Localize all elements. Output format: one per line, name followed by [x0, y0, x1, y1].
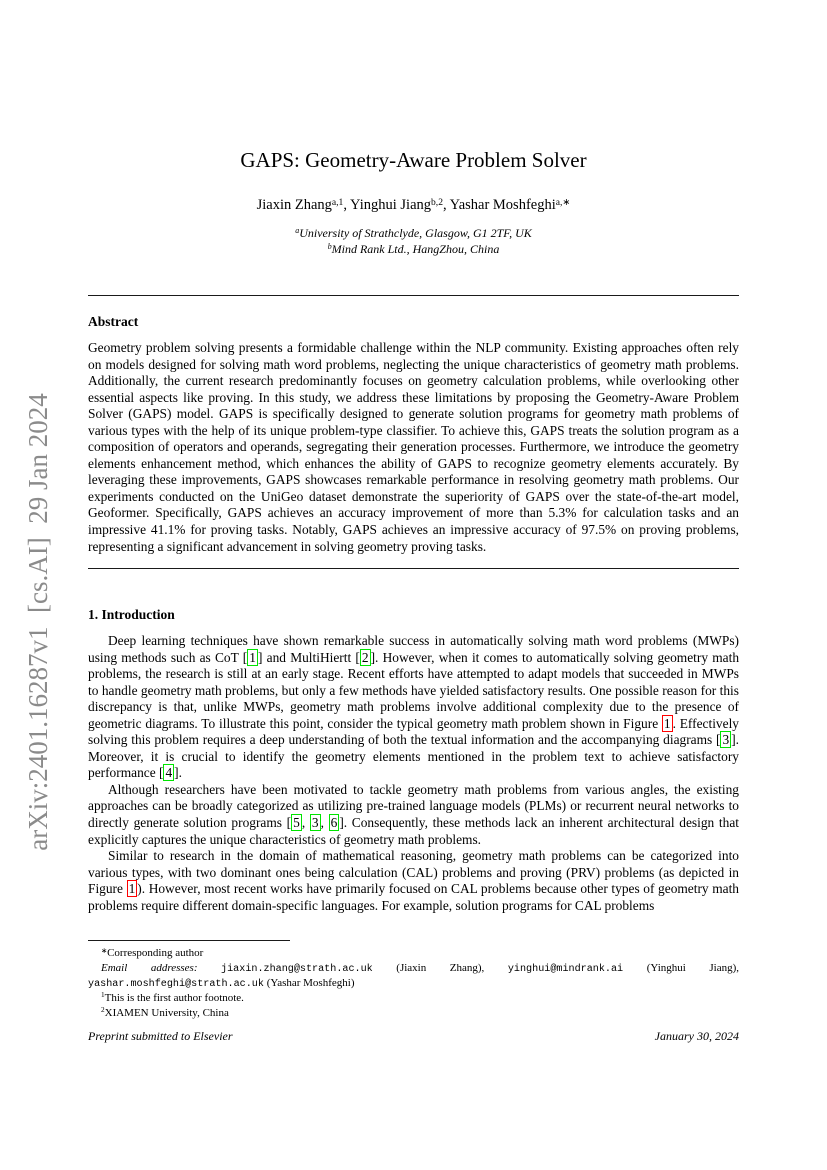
text-run: Corresponding author — [107, 947, 204, 959]
email-link[interactable]: yinghui@mindrank.ai — [507, 963, 624, 975]
figure-ref-link[interactable]: 1 — [128, 881, 136, 897]
text-run: . Effectively solving this problem requires a deep understanding of both the textual information and the accompanying diagrams [ — [88, 715, 739, 748]
abstract-top-divider — [88, 295, 739, 296]
text-run: Similar to research in the domain of mathematical reasoning, geometry math problems can be categorized into various types, with two dominant ones being calculation (CAL) problems and proving (PRV) problems (as depicted in Figure — [88, 848, 739, 897]
email-link[interactable]: yashar.moshfeghi@strath.ac.uk — [88, 978, 264, 990]
superscript-marker: a,∗ — [555, 196, 571, 208]
text-run: ]. — [174, 765, 182, 781]
text-run: XIAMEN University, China — [104, 1006, 229, 1019]
citation-link[interactable]: 3 — [311, 815, 319, 831]
text-run: (Yinghui Jiang), — [623, 961, 740, 974]
superscript-marker: 2 — [101, 1006, 105, 1015]
superscript-marker: a — [295, 226, 300, 236]
superscript-marker: a,1 — [331, 196, 344, 208]
text-run: , Yashar Moshfeghi — [442, 197, 556, 213]
affiliations-block — [88, 226, 739, 258]
text-run: (Jiaxin Zhang), — [372, 961, 508, 974]
text-run: ]. Moreover, it is crucial to identify the geometry elements mentioned in the problem text to achieve satisfactory performance [ — [88, 732, 739, 781]
arxiv-watermark: arXiv:2401.16287v1 [cs.AI] 29 Jan 2024 — [23, 393, 53, 851]
footnote-first-author — [88, 992, 739, 1007]
text-run: , Yinghui Jiang — [343, 197, 432, 213]
text-run: ). However, most recent works have primarily focused on CAL problems because other types of geometry math problems require different domain-specific languages. For example, solution programs for CAL problems — [88, 881, 740, 913]
text-run: This is the first author footnote. — [104, 991, 244, 1004]
intro-paragraph-3 — [88, 848, 739, 914]
introduction-body — [88, 633, 739, 914]
superscript-marker: b — [327, 242, 332, 252]
citation-link[interactable]: 4 — [165, 765, 173, 781]
text-run: ] and MultiHiertt [ — [257, 649, 360, 665]
footnote-divider — [88, 940, 290, 941]
text-run: Mind Rank Ltd., HangZhou, China — [331, 242, 500, 256]
submission-date: January 30, 2024 — [654, 1029, 739, 1043]
footnotes-block — [88, 947, 739, 1022]
affiliation-strathclyde — [88, 226, 739, 242]
page-footer — [88, 1029, 739, 1044]
figure-ref-link[interactable]: 1 — [663, 715, 671, 731]
page-title: GAPS: Geometry-Aware Problem Solver — [240, 148, 587, 172]
text-run: , — [320, 815, 329, 831]
intro-paragraph-1 — [88, 633, 739, 782]
citation-link[interactable]: 6 — [330, 815, 338, 831]
citation-link[interactable]: 5 — [293, 815, 300, 831]
footnote-corresponding-author — [88, 947, 739, 962]
abstract-heading: Abstract — [88, 314, 139, 329]
citation-link[interactable]: 2 — [361, 649, 369, 665]
text-run: Deep learning techniques have shown remarkable success in automatically solving math word problems (MWPs) using methods such as CoT [ — [88, 633, 739, 665]
affiliation-mindrank — [88, 242, 739, 258]
text-run: Jiaxin Zhang — [256, 197, 332, 213]
section-heading-introduction: 1. Introduction — [88, 607, 175, 622]
citation-link[interactable]: 1 — [249, 649, 256, 665]
italic-text: Email addresses: — [101, 961, 222, 974]
abstract-text: Geometry problem solving presents a formidable challenge within the NLP community. Existing approaches often rely on models designed for solving math word problems, neglecting the unique characteristics of geometry math problems. Additionally, the current research predominantly focuses on geometry calculation problems, while overlooking other essential aspects like proving. In this study, we address these limitations by proposing the Geometry-Aware Problem Solver (GAPS) model. GAPS is specifically designed to generate solution programs for geometry math problems of various types with the help of its unique problem-type classifier. To achieve this, GAPS treats the solution program as a composition of operators and operands, segregating their generation processes. Furthermore, we introduce the geometry elements enhancement method, which enhances the ability of GAPS to recognize geometry elements accurately. By leveraging these improvements, GAPS showcases remarkable performance in resolving geometry math problems. Our experiments conducted on the UniGeo dataset demonstrate the superiority of GAPS over the state-of-the-art model, Geoformer. Specifically, GAPS achieves an accuracy improvement of more than 5.3% for calculation tasks and an impressive 41.1% for proving tasks. Notably, GAPS achieves an impressive accuracy of 97.5% on proving problems, representing a significant advancement in solving geometry proving tasks. — [88, 340, 739, 554]
text-run: ]. Consequently, these methods lack an inherent architectural design that explicitly captures the unique characteristics of geometry math problems. — [88, 815, 739, 847]
superscript-marker: ∗ — [101, 946, 108, 955]
footnote-emails — [88, 962, 739, 992]
superscript-marker: 1 — [101, 991, 105, 1000]
authors-line — [88, 197, 739, 214]
text-run: , — [301, 815, 310, 831]
paper-content — [88, 0, 739, 1170]
intro-paragraph-2 — [88, 782, 739, 848]
text-run: (Yashar Moshfeghi) — [263, 976, 355, 989]
email-link[interactable]: jiaxin.zhang@strath.ac.uk — [221, 963, 373, 975]
abstract-bottom-divider — [88, 568, 739, 569]
text-run: Although researchers have been motivated to tackle geometry math problems from various angles, the existing approaches can be broadly categorized as utilizing pre-trained language models (PLMs) or recurrent neural networks to directly generate solution programs [ — [88, 781, 739, 831]
superscript-marker: b,2 — [431, 196, 443, 208]
preprint-note: Preprint submitted to Elsevier — [88, 1029, 233, 1043]
text-run: ]. However, when it comes to automatically solving geometry math problems, the research is still at an early stage. Recent efforts have attempted to adapt models that succeeded in MWPs to handle geometry math problems, but only a few methods have yielded satisfactory results. One possible reason for this discrepancy is that, unlike MWPs, geometry math problems involve additional complexity due to the presence of geometric diagrams. To illustrate this point, consider the typical geometry math problem shown in Figure — [88, 649, 740, 731]
text-run: University of Strathclyde, Glasgow, G1 2TF, UK — [299, 226, 532, 240]
citation-link[interactable]: 3 — [722, 732, 730, 748]
footnote-xiamen-university — [88, 1007, 739, 1022]
